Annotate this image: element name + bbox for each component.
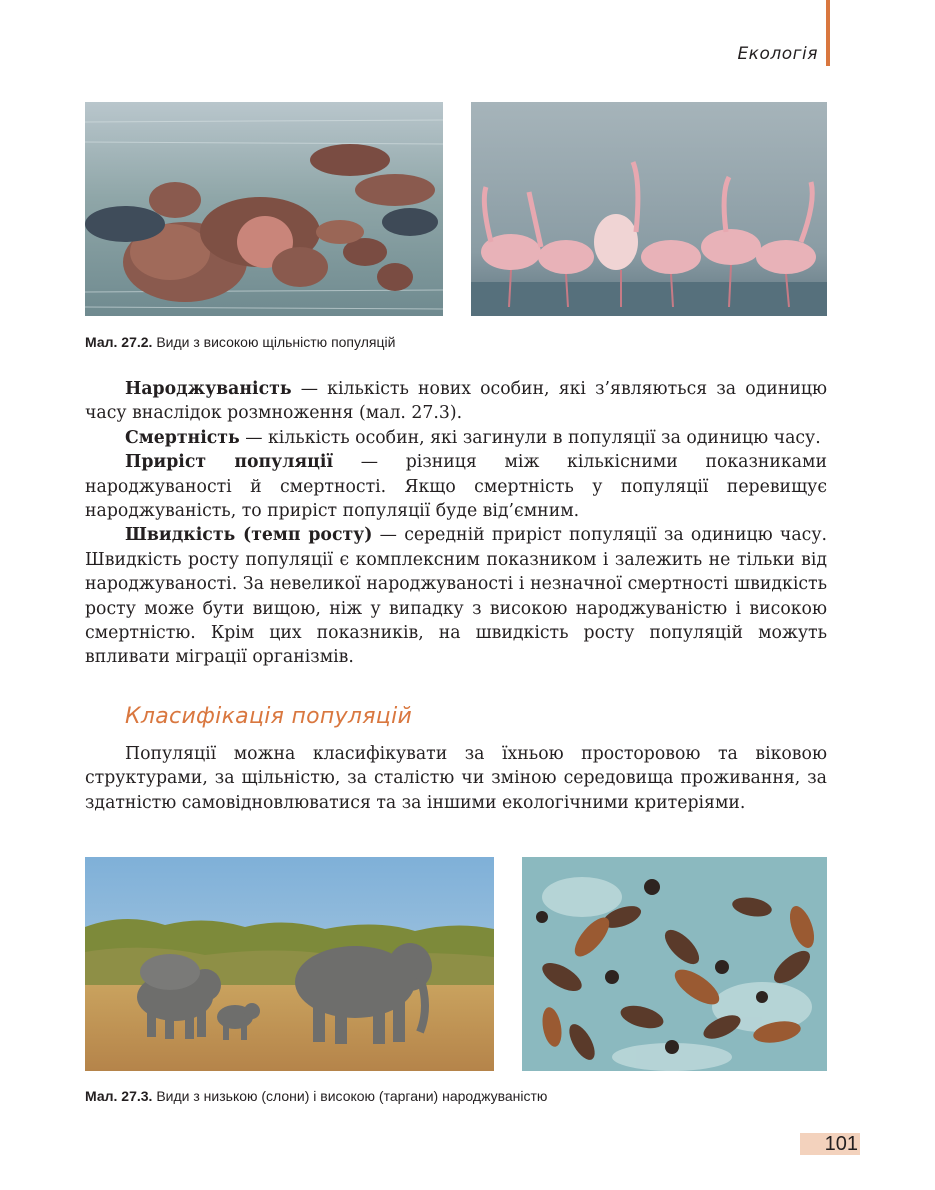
definition: — різниця між кількісними показниками народжуваності й смертності. Якщо смертність у популяції перевищує народжуваність, то приріст популяції буде від’ємним. [85, 452, 827, 522]
definition: — кількість особин, які загинули в популяції за одиницю часу. [239, 427, 821, 448]
definition: — середній приріст популяції за одиницю часу. Швидкість росту популяції є комплексним показником і залежить не тільки від народжуваності. За невеликої народжуваності і незначної смертності швидкість росту може бути вищою, ніж у випадку з високою народжуваністю і високою смертністю. Крім цих показників, на швидкість росту популяцій можуть впливати міграції організмів. [85, 525, 827, 668]
cockroaches-photo [522, 857, 827, 1071]
figure-caption-text: Види з високою щільністю популяцій [156, 334, 396, 350]
figure-caption-text: Види з низькою (слони) і високою (таргани) народжуваністю [156, 1088, 548, 1104]
elephant-family-photo [85, 857, 494, 1071]
hippopotamus-group-photo [85, 102, 443, 316]
figure-caption-27-2 [85, 334, 395, 350]
paragraph-birth-rate [85, 377, 827, 426]
figure-label: Мал. 27.2. [85, 334, 153, 350]
paragraph-growth-rate [85, 523, 827, 669]
header-accent-rule [826, 0, 830, 66]
section-text [85, 742, 827, 815]
page-number: 101 [800, 1133, 860, 1155]
paragraph-growth [85, 450, 827, 523]
paragraph-mortality [85, 426, 827, 450]
figure-label: Мал. 27.3. [85, 1088, 153, 1104]
paragraph-classification: Популяції можна класифікувати за їхньою просторовою та віковою структурами, за щільністю, за сталістю чи зміною середовища проживання, за здатністю самовідновлюватися та за іншими екологічними критеріями. [85, 744, 827, 813]
term: Приріст популяції [125, 452, 334, 473]
term: Смертність [125, 427, 240, 448]
definition: — кількість нових особин, які з’являються за одиницю часу внаслідок розмноження (мал. 27.3). [85, 379, 827, 424]
section-heading: Класифікація популяцій [125, 704, 413, 729]
chapter-title: Екологія [737, 44, 818, 64]
term: Швидкість (темп росту) [125, 525, 373, 546]
figure-caption-27-3 [85, 1088, 547, 1104]
term: Народжуваність [125, 379, 292, 399]
flamingo-flock-photo [471, 102, 827, 316]
definitions-text [85, 377, 827, 670]
